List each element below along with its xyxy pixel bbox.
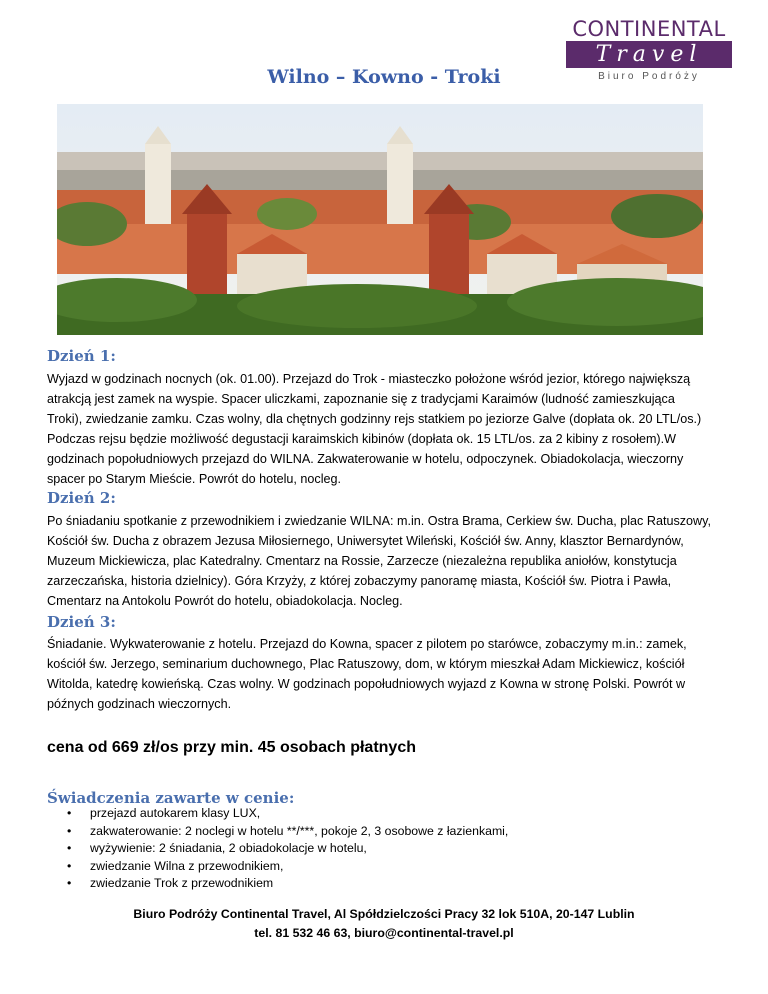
bullet-icon: • <box>67 806 72 820</box>
service-text: zwiedzanie Trok z przewodnikiem <box>90 876 274 890</box>
logo-subtitle: Biuro Podróży <box>598 71 700 82</box>
list-item <box>47 805 508 823</box>
list-item <box>47 823 508 841</box>
bullet-icon: • <box>67 876 72 890</box>
list-item <box>47 840 508 858</box>
day-3-description: Śniadanie. Wykwaterowanie z hotelu. Przejazd do Kowna, spacer z pilotem po starówce, zobaczymy m.in.: zamek, kościół św. Jerzego, seminarium duchownego, Plac Ratuszowy, dom, w którym mieszkał Adam Mickiewicz, kościół Witolda, katedrę kowieńską. Czas wolny. W godzinach popołudniowych wyjazd z Kowna w stronę Polski. Powrót w późnych godzinach wieczornych. <box>47 637 687 711</box>
services-heading: Świadczenia zawarte w cenie: <box>47 789 295 807</box>
page-title: Wilno – Kowno - Troki <box>267 66 501 88</box>
footer-address: Biuro Podróży Continental Travel, Al Spółdzielczości Pracy 32 lok 510A, 20-147 Lublin <box>133 907 635 921</box>
service-text: wyżywienie: 2 śniadania, 2 obiadokolacje w hotelu, <box>90 841 367 855</box>
footer-contact <box>0 905 768 943</box>
list-item <box>47 875 508 893</box>
day-3-heading: Dzień 3: <box>47 613 116 631</box>
service-text: zakwaterowanie: 2 noclegi w hotelu **/***, pokoje 2, 3 osobowe z łazienkami, <box>90 823 509 838</box>
list-item <box>47 858 508 876</box>
bullet-icon: • <box>67 823 72 838</box>
service-text: zwiedzanie Wilna z przewodnikiem, <box>90 858 284 873</box>
day-1-description: Wyjazd w godzinach nocnych (ok. 01.00). Przejazd do Trok - miasteczko położone wśród jezior, którego największą atrakcją jest zamek na wyspie. Spacer uliczkami, zapoznanie się z tradycjami Karaimów (ludność zamieszkująca Troki), zwiedzanie zamku. Czas wolny, dla chętnych godzinny rejs statkiem po jeziorze Galve (dopłata ok. 20 LTL/os.) Podczas rejsu będzie możliwość degustacji karaimskich kibinów (dopłata ok. 15 LTL/os. za 2 kibiny z rosołem).W godzinach popołudniowych przejazd do WILNA. Zakwaterowanie w hotelu, odpoczynek. Obiadokolacja, wieczorny spacer po Starym Mieście. Powrót do hotelu, nocleg. <box>47 372 702 486</box>
bullet-icon: • <box>67 858 72 873</box>
vilnius-panorama-photo <box>57 104 703 335</box>
services-list <box>47 805 508 893</box>
day-1-heading: Dzień 1: <box>47 347 116 365</box>
bullet-icon: • <box>67 841 72 855</box>
logo-band: Travel <box>566 41 732 68</box>
footer-phone-email: tel. 81 532 46 63, biuro@continental-travel.pl <box>254 926 514 940</box>
logo-wordmark: CONTINENTAL <box>572 17 726 41</box>
day-2-heading: Dzień 2: <box>47 489 116 507</box>
service-text: przejazd autokarem klasy LUX, <box>90 806 261 820</box>
price-info: cena od 669 zł/os przy min. 45 osobach płatnych <box>47 739 416 756</box>
day-2-description: Po śniadaniu spotkanie z przewodnikiem i zwiedzanie WILNA: m.in. Ostra Brama, Cerkiew św. Ducha, plac Ratuszowy, Kościół św. Ducha z obrazem Jezusa Miłosiernego, Uniwersytet Wileński, Kościół św. Anny, klasztor Bernardynów, Muzeum Mickiewicza, plac Katedralny. Cmentarz na Rossie, Zarzecze (niezależna republika aniołów, konstytucja zarzeczańska, historia dzielnicy). Góra Krzyży, z której zobaczymy panoramę miasta, Kościół św. Piotra i Pawła, Cmentarz na Antokolu Powrót do hotelu, obiadokolacja. Nocleg. <box>47 514 712 608</box>
